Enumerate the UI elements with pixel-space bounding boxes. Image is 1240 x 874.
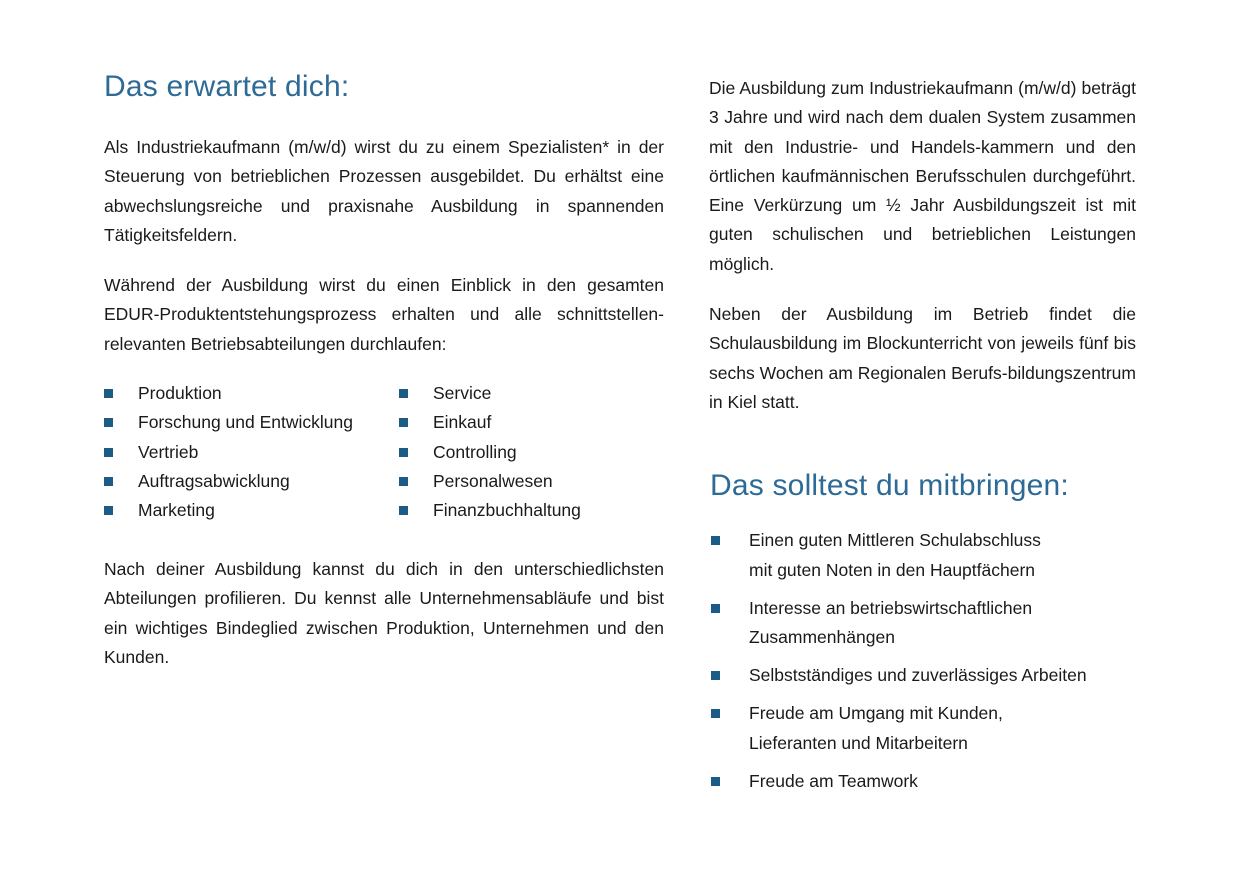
duration-paragraph: Die Ausbildung zum Industriekaufmann (m/w/d) beträgt 3 Jahre und wird nach dem dualen System zusammen mit den Industrie- und Handels-kammern und den örtlichen kaufmännischen Berufsschulen durchgeführt. Eine Verkürzung um ½ Jahr Ausbildungszeit ist mit guten schulischen und betrieblichen Leistungen möglich. bbox=[709, 78, 1136, 274]
square-bullet-icon bbox=[711, 709, 720, 718]
heading-expectations: Das erwartet dich: bbox=[104, 70, 350, 103]
square-bullet-icon bbox=[711, 604, 720, 613]
list-item: Auftragsabwicklung bbox=[104, 467, 353, 496]
square-bullet-icon bbox=[104, 448, 113, 457]
list-item: Freude am Umgang mit Kunden, Lieferanten und Mitarbeitern bbox=[711, 699, 1087, 758]
square-bullet-icon bbox=[104, 418, 113, 427]
intro-paragraph: Als Industriekaufmann (m/w/d) wirst du zu einem Spezialisten* in der Steuerung von betrieblichen Prozessen ausgebildet. Du erhältst eine abwechslungsreiche und praxisnahe Ausbildung in spannenden Tätigkeitsfeldern. bbox=[104, 137, 664, 245]
outro-paragraph: Nach deiner Ausbildung kannst du dich in den unterschiedlichsten Abteilungen profilieren. Du kennst alle Unternehmensabläufe und bist ein wichtiges Bindeglied zwischen Produktion, Unternehmen und den Kunden. bbox=[104, 559, 664, 667]
heading-requirements: Das solltest du mitbringen: bbox=[710, 469, 1069, 502]
list-item: Freude am Teamwork bbox=[711, 767, 1087, 797]
square-bullet-icon bbox=[104, 389, 113, 398]
list-item: Finanzbuchhaltung bbox=[399, 496, 581, 525]
departments-intro-paragraph: Während der Ausbildung wirst du einen Einblick in den gesamten EDUR-Produktentstehungsprozess erhalten und alle schnittstellen-relevanten Betriebsabteilungen durchlaufen: bbox=[104, 275, 664, 354]
list-item: Forschung und Entwicklung bbox=[104, 408, 353, 437]
square-bullet-icon bbox=[399, 477, 408, 486]
square-bullet-icon bbox=[711, 671, 720, 680]
list-item: Einkauf bbox=[399, 408, 581, 437]
list-item: Service bbox=[399, 379, 581, 408]
square-bullet-icon bbox=[711, 777, 720, 786]
square-bullet-icon bbox=[104, 506, 113, 515]
square-bullet-icon bbox=[104, 477, 113, 486]
square-bullet-icon bbox=[399, 506, 408, 515]
departments-list-col1 bbox=[104, 379, 353, 525]
list-item: Selbstständiges und zuverlässiges Arbeiten bbox=[711, 661, 1087, 691]
square-bullet-icon bbox=[399, 418, 408, 427]
school-paragraph: Neben der Ausbildung im Betrieb findet die Schulausbildung im Blockunterricht von jeweils fünf bis sechs Wochen am Regionalen Berufs-bildungszentrum in Kiel statt. bbox=[709, 304, 1136, 412]
list-item: Vertrieb bbox=[104, 438, 353, 467]
requirements-list bbox=[711, 526, 1087, 805]
departments-list-col2 bbox=[399, 379, 581, 525]
list-item: Interesse an betriebswirtschaftlichen Zusammenhängen bbox=[711, 594, 1087, 653]
square-bullet-icon bbox=[399, 448, 408, 457]
list-item: Controlling bbox=[399, 438, 581, 467]
list-item: Marketing bbox=[104, 496, 353, 525]
list-item: Personalwesen bbox=[399, 467, 581, 496]
square-bullet-icon bbox=[711, 536, 720, 545]
list-item: Produktion bbox=[104, 379, 353, 408]
list-item: Einen guten Mittleren Schulabschluss mit guten Noten in den Hauptfächern bbox=[711, 526, 1087, 585]
square-bullet-icon bbox=[399, 389, 408, 398]
